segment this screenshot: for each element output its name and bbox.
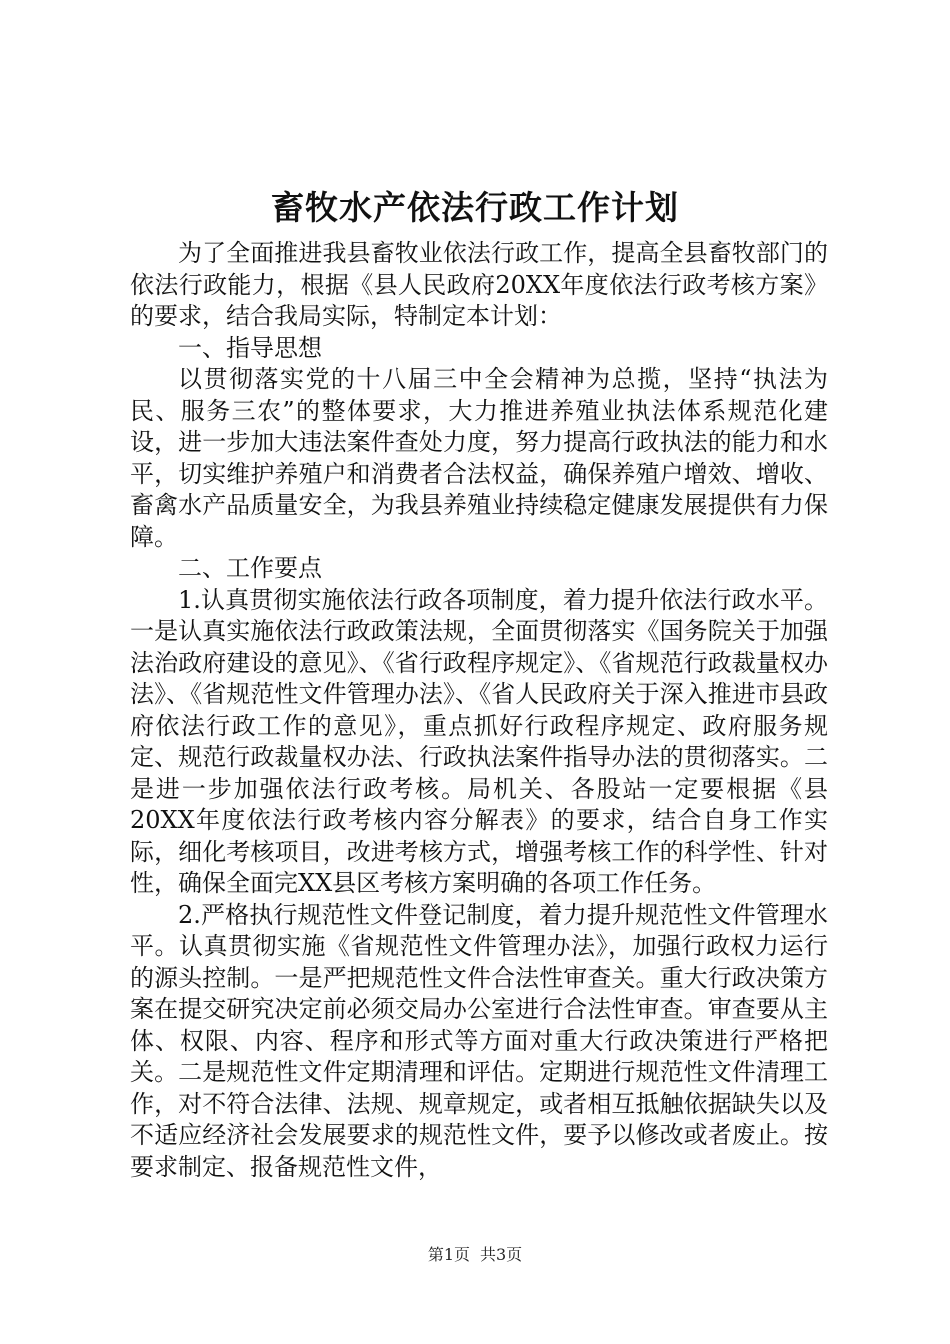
work-point-1-paragraph: 1.认真贯彻实施依法行政各项制度，着力提升依法行政水平。一是认真实施依法行政政策法规，全面贯彻落实《国务院关于加强法治政府建设的意见》、《省行政程序规定》、《省规范行政裁量权办法》、《省规范性文件管理办法》、《省人民政府关于深入推进市县政府依法行政工作的意见》，重点抓好行政程序规定、政府服务规定、规范行政裁量权办法、行政执法案件指导办法的贯彻落实。二是进一步加强依法行政考核。局机关、各股站一定要根据《县20XX年度依法行政考核内容分解表》的要求，结合自身工作实际，细化考核项目，改进考核方式，增强考核工作的科学性、针对性，确保全面完XX县区考核方案明确的各项工作任务。 [130,585,828,897]
page-number: 第1页 [427,1245,470,1264]
page-footer [0,1245,950,1265]
document-title: 畜牧水产依法行政工作计划 [271,188,679,227]
section-heading-work-points: 二、工作要点 [178,554,322,582]
guiding-ideology-paragraph: 以贯彻落实党的十八届三中全会精神为总揽，坚持“执法为民、服务三农”的整体要求，大力推进养殖业执法体系规范化建设，进一步加大违法案件查处力度，努力提高行政执法的能力和水平，切实维护养殖户和消费者合法权益，确保养殖户增效、增收、畜禽水产品质量安全，为我县养殖业持续稳定健康发展提供有力保障。 [130,365,828,551]
section-heading-guiding-ideology: 一、指导思想 [178,333,322,362]
work-point-2-paragraph: 2.严格执行规范性文件登记制度，着力提升规范性文件管理水平。认真贯彻实施《省规范性文件管理办法》，加强行政权力运行的源头控制。一是严把规范性文件合法性审查关。重大行政决策方案在提交研究决定前必须交局办公室进行合法性审查。审查要从主体、权限、内容、程序和形式等方面对重大行政决策进行严格把关。二是规范性文件定期清理和评估。定期进行规范性文件清理工作，对不符合法律、法规、规章规定，或者相互抵触依据缺失以及不适应经济社会发展要求的规范性文件，要予以修改或者废止。按要求制定、报备规范性文件， [130,900,828,1181]
document-body [130,238,828,1183]
intro-paragraph: 为了全面推进我县畜牧业依法行政工作，提高全县畜牧部门的依法行政能力，根据《县人民政府20XX年度依法行政考核方案》的要求，结合我局实际，特制定本计划： [130,239,828,330]
page-total: 共3页 [480,1245,523,1264]
